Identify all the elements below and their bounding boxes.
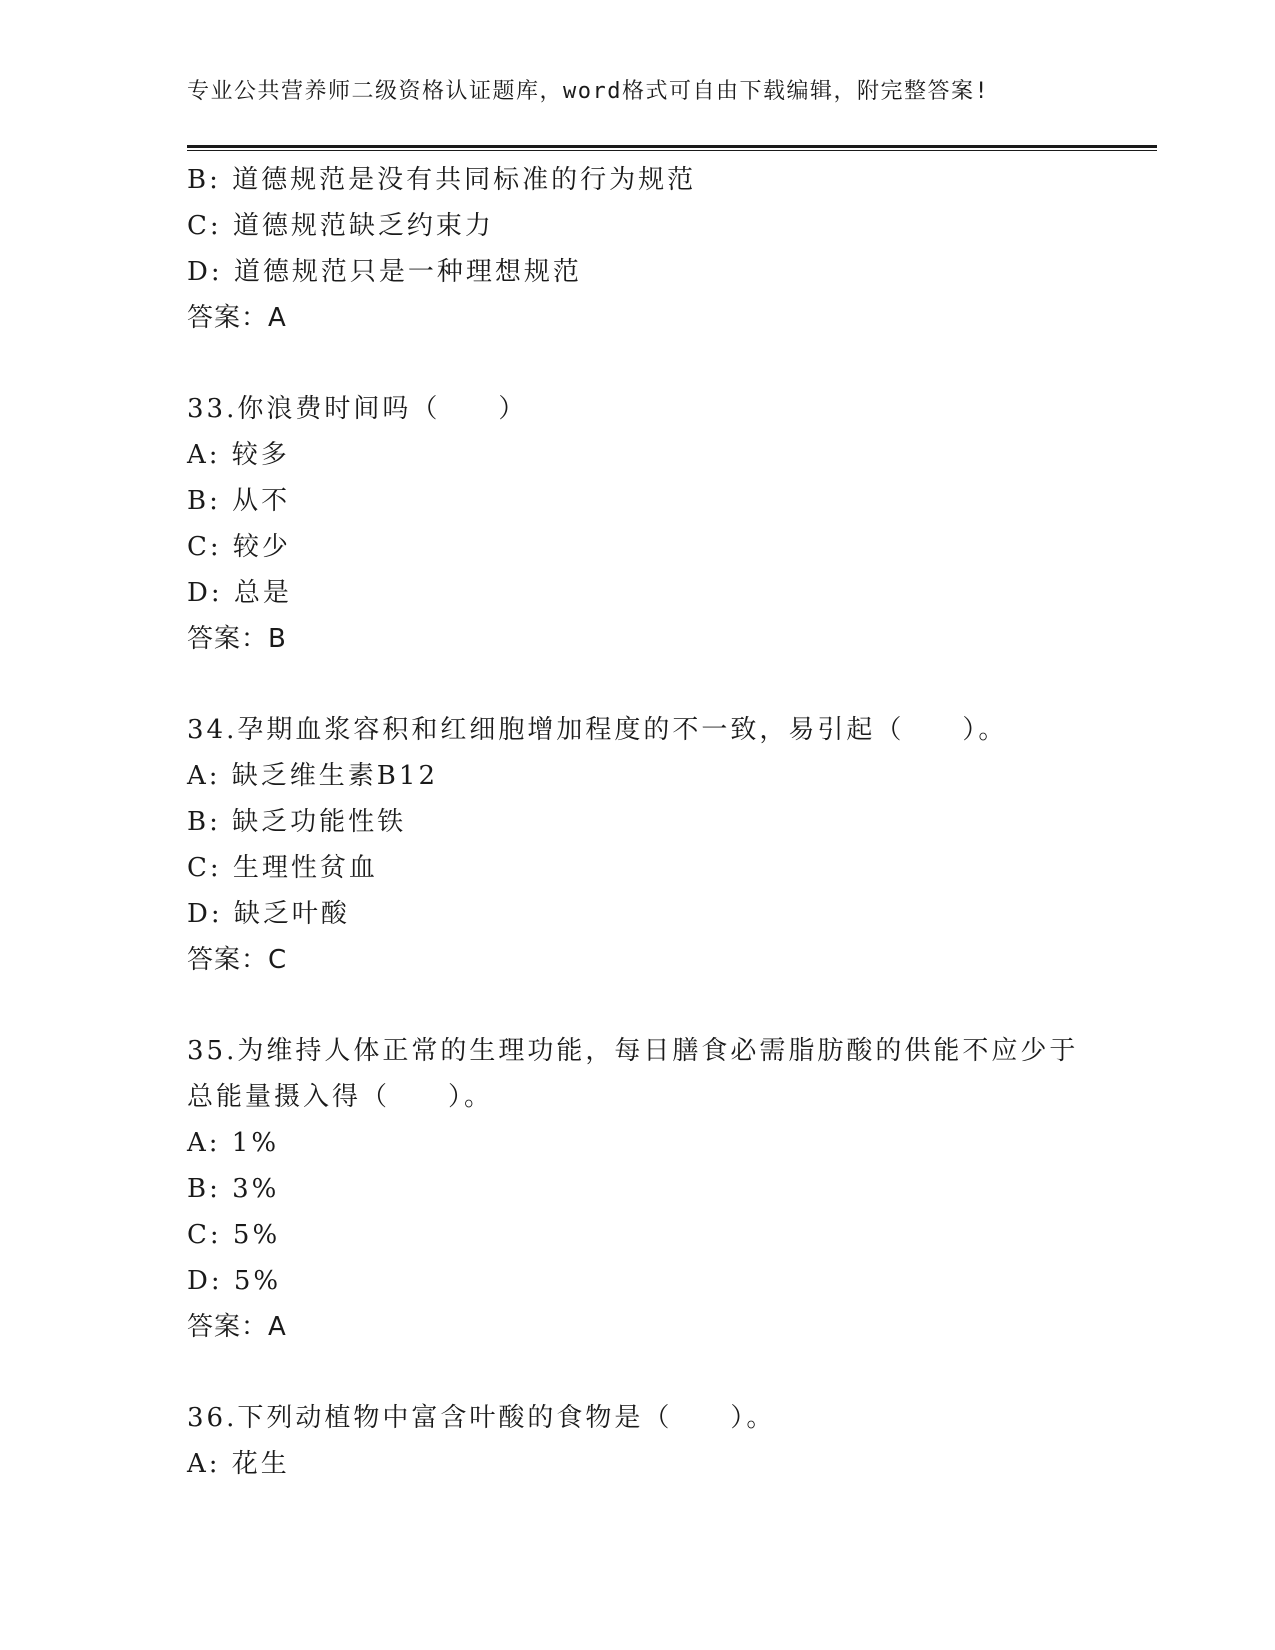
spacer bbox=[187, 1350, 1087, 1395]
question-35 bbox=[187, 1028, 1087, 1350]
answer: 答案：A bbox=[187, 303, 287, 333]
document-body bbox=[187, 157, 1087, 1487]
answer: 答案：A bbox=[187, 1312, 287, 1342]
question-33 bbox=[187, 386, 1087, 662]
option-c: C: 5% bbox=[187, 1220, 281, 1250]
option-b: B: 道德规范是没有共同标准的行为规范 bbox=[187, 165, 697, 195]
option-d: D: 道德规范只是一种理想规范 bbox=[187, 257, 582, 287]
question-36 bbox=[187, 1395, 1087, 1487]
answer: 答案：C bbox=[187, 945, 288, 975]
question-stem: 34.孕期血浆容积和红细胞增加程度的不一致，易引起（ ）。 bbox=[187, 715, 1008, 745]
option-b: B: 缺乏功能性铁 bbox=[187, 807, 407, 837]
spacer bbox=[187, 341, 1087, 386]
answer: 答案：B bbox=[187, 624, 287, 654]
question-stem-line-1: 35.为维持人体正常的生理功能，每日膳食必需脂肪酸的供能不应少于 bbox=[187, 1036, 1079, 1066]
option-a: A: 较多 bbox=[187, 440, 290, 470]
header-rule-thin bbox=[187, 150, 1157, 151]
question-34 bbox=[187, 707, 1087, 983]
option-d: D: 总是 bbox=[187, 578, 292, 608]
option-c: C: 生理性贫血 bbox=[187, 853, 378, 883]
option-d: D: 5% bbox=[187, 1266, 282, 1296]
option-a: A: 花生 bbox=[187, 1449, 290, 1479]
question-stem-line-2: 总能量摄入得（ ）。 bbox=[187, 1082, 494, 1112]
option-b: B: 从不 bbox=[187, 486, 291, 516]
option-a: A: 1% bbox=[187, 1128, 280, 1158]
question-stem: 33.你浪费时间吗（ ） bbox=[187, 394, 528, 424]
continued-question bbox=[187, 157, 1087, 341]
option-c: C: 较少 bbox=[187, 532, 291, 562]
page-header: 专业公共营养师二级资格认证题库，word格式可自由下载编辑，附完整答案! bbox=[187, 79, 990, 104]
question-stem: 36.下列动植物中富含叶酸的食物是（ ）。 bbox=[187, 1403, 776, 1433]
spacer bbox=[187, 662, 1087, 707]
spacer bbox=[187, 983, 1087, 1028]
option-d: D: 缺乏叶酸 bbox=[187, 899, 350, 929]
option-c: C: 道德规范缺乏约束力 bbox=[187, 211, 494, 241]
option-a: A: 缺乏维生素B12 bbox=[187, 761, 438, 791]
option-b: B: 3% bbox=[187, 1174, 280, 1204]
header-rule-thick bbox=[187, 145, 1157, 148]
